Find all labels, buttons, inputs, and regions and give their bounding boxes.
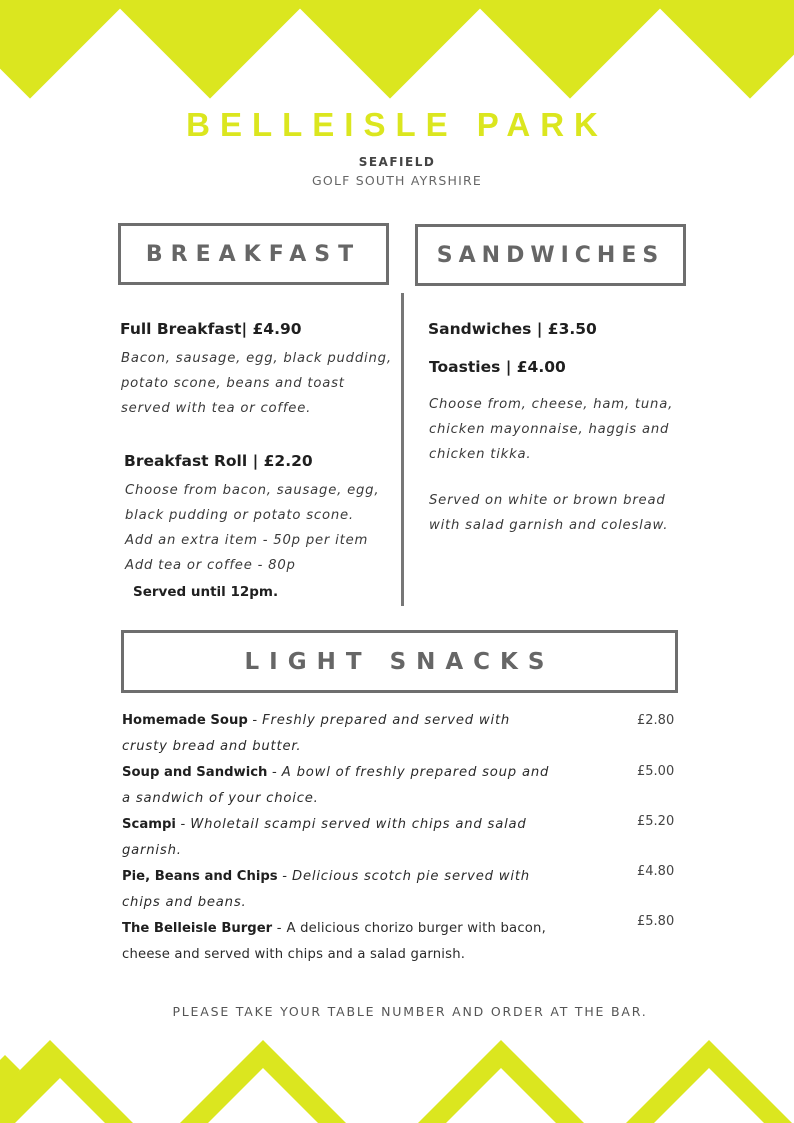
snack-price: £5.00 [637,764,675,779]
light-snacks-heading [121,630,678,693]
snack-name: Homemade Soup [122,713,248,728]
snack-sep: - [247,713,263,728]
snack-price: £5.80 [637,914,675,929]
desc-line: chicken mayonnaise, haggis and [429,422,670,437]
bottom-chevron-pattern [0,1040,794,1123]
desc-line: black pudding or potato scone. [125,508,354,523]
desc-line: with salad garnish and coleslaw. [429,518,669,533]
sandwich-fillings-desc [429,392,673,467]
full-breakfast-title: Full Breakfast| £4.90 [120,320,302,338]
snack-item-scampi [122,812,552,864]
breakfast-roll-title: Breakfast Roll | £2.20 [124,452,313,470]
snack-name: Pie, Beans and Chips [122,869,278,884]
order-instructions: PLEASE TAKE YOUR TABLE NUMBER AND ORDER AT THE BAR. [172,1004,648,1019]
snack-name: The Belleisle Burger [122,921,273,936]
sandwiches-heading [415,224,686,286]
light-snacks-heading-label: LIGHT SNACKS [244,648,555,675]
breakfast-roll-desc [125,478,379,578]
sandwiches-heading-label: SANDWICHES [436,242,665,268]
desc-line: served with tea or coffee. [121,401,312,416]
desc-line: Add tea or coffee - 80p [125,558,296,573]
column-divider [401,293,404,606]
desc-line: Served on white or brown bread [429,493,666,508]
snack-price: £2.80 [637,713,675,728]
desc-line: Choose from bacon, sausage, egg, [125,483,380,498]
snack-sep: - [267,765,282,780]
page-title: BELLEISLE PARK [186,106,608,143]
snack-name: Soup and Sandwich [122,765,268,780]
desc-line: Choose from, cheese, ham, tuna, [429,397,674,412]
snack-sep: - [175,817,191,832]
snack-desc: Wholetail scampi served with chips and salad garnish. [122,817,527,858]
toasties-price: Toasties | £4.00 [429,358,566,376]
snack-item-soup-and-sandwich [122,760,552,812]
snack-item-homemade-soup [122,708,552,760]
desc-line: chicken tikka. [429,447,532,462]
subtitle-venue: GOLF SOUTH AYRSHIRE [312,173,482,188]
served-until-note: Served until 12pm. [133,584,279,600]
desc-line: potato scone, beans and toast [121,376,345,391]
desc-line: Bacon, sausage, egg, black pudding, [121,351,392,366]
top-chevron-pattern [0,0,794,100]
sandwiches-price: Sandwiches | £3.50 [428,320,597,338]
snack-sep: - [272,921,287,936]
snack-desc: Delicious scotch pie served with chips and beans. [122,869,530,910]
breakfast-heading-label: BREAKFAST [145,241,362,267]
snack-price: £5.20 [637,814,675,829]
snack-sep: - [277,869,292,884]
snack-desc: Freshly prepared and served with crusty bread and butter. [122,713,511,754]
snack-name: Scampi [122,817,176,832]
subtitle-location: SEAFIELD [358,155,436,169]
snack-desc: A delicious chorizo burger with bacon, cheese and served with chips and a salad garnish. [122,921,546,962]
desc-line: Add an extra item - 50p per item [125,533,369,548]
snack-desc: A bowl of freshly prepared soup and a sandwich of your choice. [122,765,550,806]
snack-item-pie-beans-chips [122,864,552,916]
snack-item-belleisle-burger [122,916,552,968]
sandwich-served-desc [429,488,668,538]
snack-price: £4.80 [637,864,675,879]
full-breakfast-desc [121,346,392,421]
breakfast-heading [118,223,389,285]
